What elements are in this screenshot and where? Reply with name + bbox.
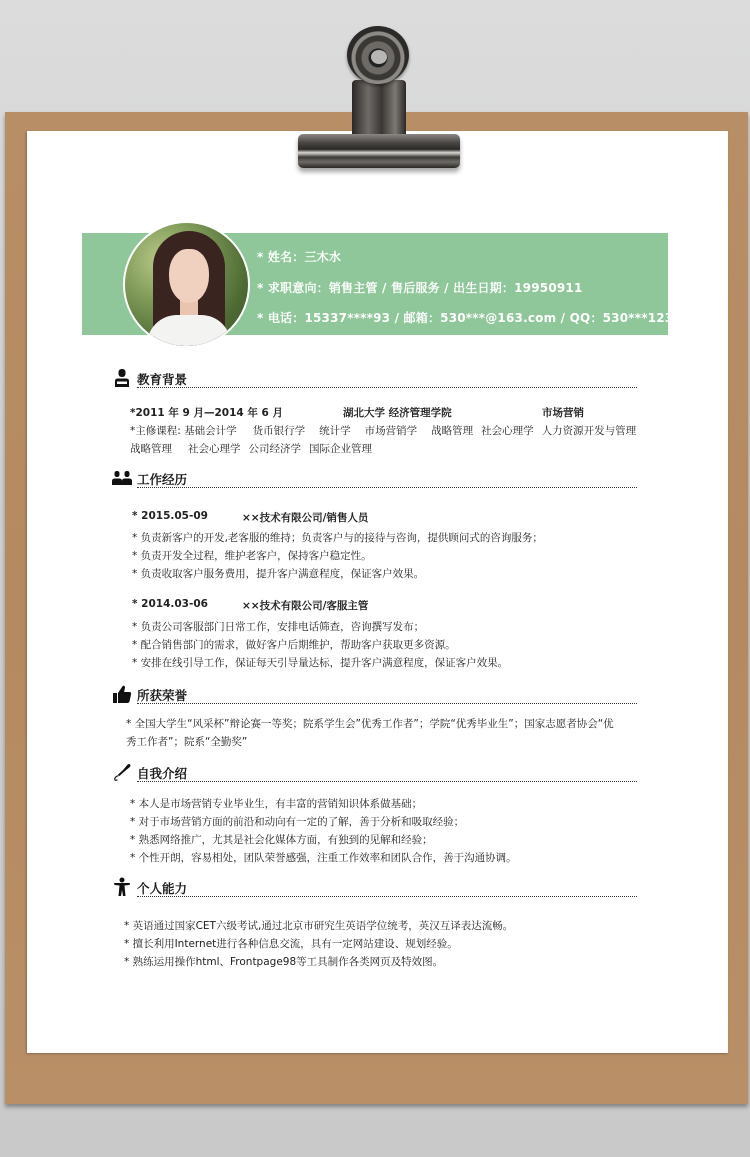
job-company: ××技术有限公司/销售人员 [242,512,369,524]
binder-clip-hole [371,50,387,64]
job-duty: * 安排在线引导工作，保证每天引导量达标，提升客户满意程度，保证客户效果。 [132,657,509,669]
job-intent-line: * 求职意向：销售主管 / 售后服务 / 出生日期：19950911 [257,281,583,295]
ability-item: * 熟练运用操作html、Frontpage98等工具制作各类网页及特效图。 [124,956,444,968]
edu-school: 湖北大学 经济管理学院 [343,407,452,419]
section-honors [112,684,637,754]
course: 战略管理 [130,443,172,455]
people-icon [112,468,132,488]
dotted-divider [137,703,637,704]
profile-photo [123,221,250,348]
ability-item: * 英语通过国家CET六级考试,通过北京市研究生英语学位统考，英汉互译表达流畅。 [124,920,514,932]
course: 社会心理学 [481,425,534,437]
job-duty: * 配合销售部门的需求，做好客户后期维护，帮助客户获取更多资源。 [132,639,456,651]
photo-face [169,249,209,303]
edu-major: 市场营销 [542,407,584,419]
person-icon [112,368,132,388]
name-line: * 姓名：三木水 [257,250,342,264]
photo-shirt [147,315,231,348]
section-title: 工作经历 [137,472,188,487]
edu-courses-line1 [130,423,636,438]
course: 市场营销学 [364,425,418,437]
binder-clip-neck [352,80,406,138]
dotted-divider [137,896,637,897]
dotted-divider [137,487,637,488]
section-title: 所获荣誉 [137,688,188,703]
course: 社会心理学 [188,443,241,455]
edu-courses-line2 [130,441,372,456]
intro-item: * 本人是市场营销专业毕业生，有丰富的营销知识体系做基础； [130,798,423,810]
dotted-divider [137,387,637,388]
job-duty: * 负责开发全过程，维护老客户，保持客户稳定性。 [132,550,372,562]
job-duty: * 负责公司客服部门日常工作，安排电话筛查，咨询撰写发布； [132,621,425,633]
binder-clip-base [298,134,460,168]
job-company: ××技术有限公司/客服主管 [242,600,369,612]
ability-item: * 擅长利用Internet进行各种信息交流，具有一定网站建设、规划经验。 [124,938,458,950]
section-education [112,368,637,458]
intro-item: * 熟悉网络推广，尤其是社会化媒体方面，有独到的见解和经验； [130,834,433,846]
course: 国际企业管理 [309,443,372,455]
course: 统计学 [319,425,351,437]
job-period: * 2014.03-06 [132,598,208,610]
intro-item: * 对于市场营销方面的前沿和动向有一定的了解，善于分析和吸取经验； [130,816,465,828]
section-self-introduction [112,762,637,867]
course: 公司经济学 [248,443,301,455]
courses-label: *主修课程: [130,425,185,437]
honors-text-line1: * 全国大学生“风采杯”辩论赛一等奖；院系学生会”优秀工作者”；学院“优秀毕业生”；国家志愿者协会“优 [126,718,614,730]
section-title: 教育背景 [137,372,188,387]
dotted-divider [137,781,637,782]
section-title: 个人能力 [137,881,188,896]
job-duty: * 负责新客户的开发,老客服的维持；负责客户与的接待与咨询，提供顾问式的咨询服务； [132,532,543,544]
course: 货币银行学 [252,425,306,437]
edu-period: *2011 年 9 月—2014 年 6 月 [130,407,283,419]
contact-line: * 电话：15337****93 / 邮箱：530***@163.com / QQ：530***123 [257,311,674,325]
course: 战略管理 [431,425,474,437]
job-duty: * 负责收取客户服务费用，提升客户满意程度，保证客户效果。 [132,568,425,580]
intro-item: * 个性开朗，容易相处，团队荣誉感强，注重工作效率和团队合作，善于沟通协调。 [130,852,517,864]
thumbs-up-icon [112,684,132,704]
section-title: 自我介绍 [137,766,188,781]
section-work-experience [112,468,637,673]
job-period: * 2015.05-09 [132,510,208,522]
course: 人力资源开发与管理 [541,425,637,437]
course: 基础会计学 [184,425,237,437]
honors-text-line2: 秀工作者”；院系“全勤奖” [126,736,248,748]
microphone-icon [112,762,132,782]
standing-person-icon [112,877,132,897]
section-personal-abilities [112,877,637,972]
